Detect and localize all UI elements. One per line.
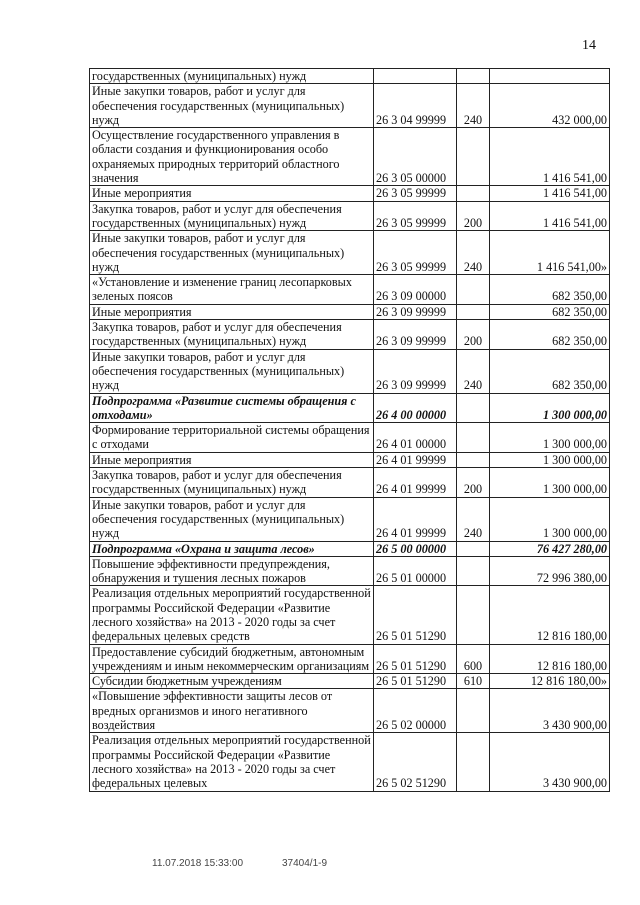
table-row bbox=[90, 128, 610, 186]
cell-amount bbox=[490, 69, 610, 84]
cell-amount: 1 300 000,00 bbox=[490, 497, 610, 541]
cell-code: 26 3 05 99999 bbox=[374, 186, 457, 201]
table-row bbox=[90, 69, 610, 84]
table-row bbox=[90, 644, 610, 674]
cell-amount: 1 416 541,00 bbox=[490, 186, 610, 201]
cell-expense-type bbox=[457, 304, 490, 319]
cell-code: 26 3 09 00000 bbox=[374, 275, 457, 305]
budget-table bbox=[89, 68, 610, 792]
cell-code: 26 5 00 00000 bbox=[374, 541, 457, 556]
cell-amount: 72 996 380,00 bbox=[490, 556, 610, 586]
cell-code: 26 3 05 00000 bbox=[374, 128, 457, 186]
cell-name: Иные мероприятия bbox=[90, 304, 374, 319]
cell-name: Реализация отдельных мероприятий государственной программы Российской Федерации «Развитие лесного хозяйства» на 2013 - 2020 годы за счет федеральных целевых средств bbox=[90, 586, 374, 644]
cell-amount: 3 430 900,00 bbox=[490, 689, 610, 733]
cell-name: «Установление и изменение границ лесопарковых зеленых поясов bbox=[90, 275, 374, 305]
table-row bbox=[90, 84, 610, 128]
cell-expense-type bbox=[457, 275, 490, 305]
cell-name: Осуществление государственного управления в области создания и функционирования особо охраняемых природных территорий областного значения bbox=[90, 128, 374, 186]
cell-code: 26 3 05 99999 bbox=[374, 231, 457, 275]
cell-amount: 1 416 541,00 bbox=[490, 128, 610, 186]
cell-amount: 76 427 280,00 bbox=[490, 541, 610, 556]
cell-expense-type bbox=[457, 69, 490, 84]
cell-code: 26 3 05 99999 bbox=[374, 201, 457, 231]
cell-code: 26 5 01 51290 bbox=[374, 674, 457, 689]
footer-document-number: 37404/1-9 bbox=[282, 858, 328, 869]
cell-amount: 682 350,00 bbox=[490, 320, 610, 350]
table-row bbox=[90, 497, 610, 541]
table-row bbox=[90, 452, 610, 467]
table-row bbox=[90, 689, 610, 733]
footer-timestamp: 11.07.2018 15:33:00 bbox=[152, 858, 244, 869]
cell-expense-type bbox=[457, 733, 490, 791]
cell-expense-type: 240 bbox=[457, 349, 490, 393]
cell-name: Иные закупки товаров, работ и услуг для обеспечения государственных (муниципальных) нужд bbox=[90, 84, 374, 128]
cell-amount: 1 416 541,00 bbox=[490, 201, 610, 231]
cell-code: 26 5 02 51290 bbox=[374, 733, 457, 791]
table-row bbox=[90, 733, 610, 791]
cell-code: 26 4 01 99999 bbox=[374, 468, 457, 498]
cell-name: Реализация отдельных мероприятий государственной программы Российской Федерации «Развитие лесного хозяйства» на 2013 - 2020 годы за счет федеральных целевых bbox=[90, 733, 374, 791]
cell-name: Предоставление субсидий бюджетным, автономным учреждениям и иным некоммерческим организациям bbox=[90, 644, 374, 674]
cell-expense-type bbox=[457, 452, 490, 467]
cell-amount: 682 350,00 bbox=[490, 275, 610, 305]
cell-expense-type bbox=[457, 556, 490, 586]
table-row bbox=[90, 556, 610, 586]
table-row bbox=[90, 201, 610, 231]
table-row bbox=[90, 304, 610, 319]
cell-amount: 1 300 000,00 bbox=[490, 468, 610, 498]
table-row bbox=[90, 586, 610, 644]
cell-expense-type: 200 bbox=[457, 201, 490, 231]
cell-expense-type bbox=[457, 689, 490, 733]
table-row bbox=[90, 541, 610, 556]
cell-expense-type bbox=[457, 128, 490, 186]
cell-code: 26 4 00 00000 bbox=[374, 393, 457, 423]
cell-name: Подпрограмма «Охрана и защита лесов» bbox=[90, 541, 374, 556]
cell-name: Закупка товаров, работ и услуг для обеспечения государственных (муниципальных) нужд bbox=[90, 320, 374, 350]
cell-expense-type bbox=[457, 393, 490, 423]
table-row bbox=[90, 186, 610, 201]
table-row bbox=[90, 275, 610, 305]
cell-amount: 1 300 000,00 bbox=[490, 393, 610, 423]
page-footer bbox=[0, 858, 640, 898]
cell-code: 26 4 01 99999 bbox=[374, 452, 457, 467]
cell-amount: 12 816 180,00 bbox=[490, 586, 610, 644]
table-row bbox=[90, 349, 610, 393]
cell-name: Подпрограмма «Развитие системы обращения с отходами» bbox=[90, 393, 374, 423]
cell-name: Повышение эффективности предупреждения, обнаружения и тушения лесных пожаров bbox=[90, 556, 374, 586]
cell-name: «Повышение эффективности защиты лесов от вредных организмов и иного негативного воздействия bbox=[90, 689, 374, 733]
table-row bbox=[90, 423, 610, 453]
cell-name: Закупка товаров, работ и услуг для обеспечения государственных (муниципальных) нужд bbox=[90, 201, 374, 231]
cell-name: Иные мероприятия bbox=[90, 186, 374, 201]
cell-name: государственных (муниципальных) нужд bbox=[90, 69, 374, 84]
table-row bbox=[90, 320, 610, 350]
cell-code: 26 4 01 99999 bbox=[374, 497, 457, 541]
cell-amount: 682 350,00 bbox=[490, 304, 610, 319]
cell-amount: 432 000,00 bbox=[490, 84, 610, 128]
cell-code: 26 5 02 00000 bbox=[374, 689, 457, 733]
cell-name: Формирование территориальной системы обращения с отходами bbox=[90, 423, 374, 453]
cell-expense-type: 610 bbox=[457, 674, 490, 689]
cell-amount: 682 350,00 bbox=[490, 349, 610, 393]
cell-expense-type: 240 bbox=[457, 84, 490, 128]
cell-name: Иные закупки товаров, работ и услуг для обеспечения государственных (муниципальных) нужд bbox=[90, 349, 374, 393]
cell-expense-type: 240 bbox=[457, 497, 490, 541]
cell-expense-type: 240 bbox=[457, 231, 490, 275]
cell-name: Субсидии бюджетным учреждениям bbox=[90, 674, 374, 689]
cell-amount: 3 430 900,00 bbox=[490, 733, 610, 791]
cell-expense-type: 600 bbox=[457, 644, 490, 674]
cell-amount: 12 816 180,00 bbox=[490, 644, 610, 674]
cell-expense-type bbox=[457, 423, 490, 453]
cell-code: 26 3 04 99999 bbox=[374, 84, 457, 128]
table-row bbox=[90, 231, 610, 275]
cell-code: 26 3 09 99999 bbox=[374, 349, 457, 393]
cell-code: 26 3 09 99999 bbox=[374, 304, 457, 319]
cell-expense-type bbox=[457, 586, 490, 644]
cell-code: 26 5 01 51290 bbox=[374, 644, 457, 674]
cell-code: 26 5 01 00000 bbox=[374, 556, 457, 586]
cell-amount: 1 416 541,00» bbox=[490, 231, 610, 275]
cell-amount: 1 300 000,00 bbox=[490, 452, 610, 467]
page-number: 14 bbox=[582, 38, 596, 53]
cell-expense-type bbox=[457, 541, 490, 556]
cell-code: 26 4 01 00000 bbox=[374, 423, 457, 453]
cell-expense-type bbox=[457, 186, 490, 201]
table-row bbox=[90, 468, 610, 498]
cell-name: Закупка товаров, работ и услуг для обеспечения государственных (муниципальных) нужд bbox=[90, 468, 374, 498]
cell-code: 26 3 09 99999 bbox=[374, 320, 457, 350]
cell-expense-type: 200 bbox=[457, 468, 490, 498]
cell-code: 26 5 01 51290 bbox=[374, 586, 457, 644]
cell-amount: 1 300 000,00 bbox=[490, 423, 610, 453]
cell-name: Иные закупки товаров, работ и услуг для обеспечения государственных (муниципальных) нужд bbox=[90, 231, 374, 275]
table-row bbox=[90, 674, 610, 689]
cell-name: Иные закупки товаров, работ и услуг для обеспечения государственных (муниципальных) нужд bbox=[90, 497, 374, 541]
table-body bbox=[90, 69, 610, 792]
cell-name: Иные мероприятия bbox=[90, 452, 374, 467]
cell-amount: 12 816 180,00» bbox=[490, 674, 610, 689]
cell-code bbox=[374, 69, 457, 84]
table-row bbox=[90, 393, 610, 423]
cell-expense-type: 200 bbox=[457, 320, 490, 350]
